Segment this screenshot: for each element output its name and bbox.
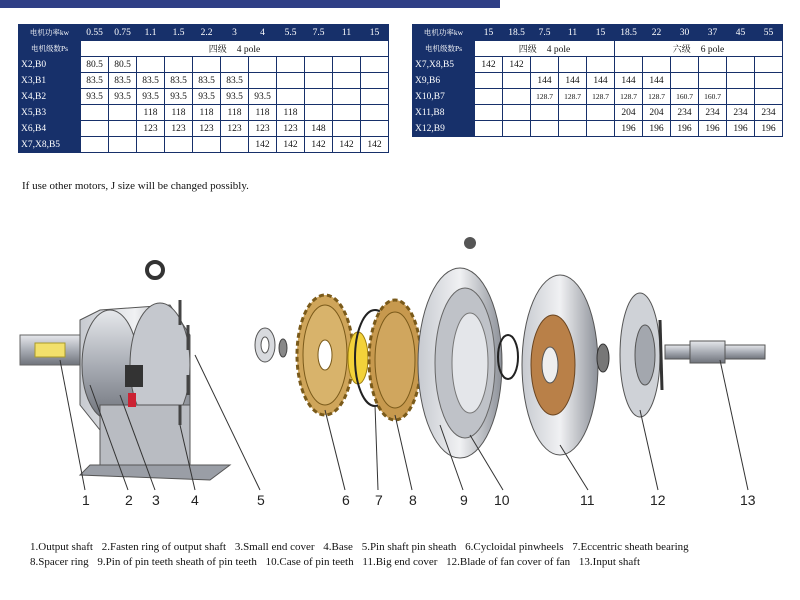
header-power-value: 18.5: [615, 25, 643, 41]
header-power-value: 1.5: [165, 25, 193, 41]
legend-item: 4.Base: [323, 541, 353, 553]
header-pole-label: 电机级数Ps: [413, 41, 475, 57]
table-row: [19, 57, 389, 73]
table-row: [413, 89, 783, 105]
table-row: [413, 73, 783, 89]
table-cell: 83.5: [221, 73, 249, 89]
table-cell: [559, 105, 587, 121]
table-cell: [193, 57, 221, 73]
pole-en-label: 4 pole: [236, 45, 261, 55]
table-cell: [503, 105, 531, 121]
table-cell: 144: [615, 73, 643, 89]
table-row: [413, 121, 783, 137]
table-cell: [81, 105, 109, 121]
table-cell: [503, 89, 531, 105]
table-cell: 128.7: [615, 89, 643, 105]
part-number: 1: [82, 492, 90, 508]
power-spec-table-right: [412, 24, 783, 137]
table-cell: [699, 73, 727, 89]
table-cell: 142: [503, 57, 531, 73]
header-power-value: 45: [727, 25, 755, 41]
table-cell: 83.5: [165, 73, 193, 89]
header-row-pole: [19, 41, 389, 57]
top-banner: [0, 0, 500, 8]
header-power-value: 18.5: [503, 25, 531, 41]
table-cell: 123: [165, 121, 193, 137]
table-cell: [305, 105, 333, 121]
table-cell: 196: [671, 121, 699, 137]
table-cell: [475, 105, 503, 121]
cycloidal-pinwheel-back: [369, 300, 421, 420]
table-cell: [587, 121, 615, 137]
table-cell: 93.5: [193, 89, 221, 105]
part-number: 8: [409, 492, 417, 508]
row-label: X4,B2: [19, 89, 81, 105]
table-cell: 234: [671, 105, 699, 121]
header-power-value: 11: [559, 25, 587, 41]
table-cell: [277, 57, 305, 73]
table-cell: 234: [727, 105, 755, 121]
part-number: 5: [257, 492, 265, 508]
table-cell: [755, 73, 783, 89]
header-row-power: [413, 25, 783, 41]
table-cell: 160.7: [671, 89, 699, 105]
part-number: 4: [191, 492, 199, 508]
table-cell: 83.5: [137, 73, 165, 89]
motor-note: If use other motors, J size will be changed possibly.: [22, 180, 249, 192]
table-cell: [587, 105, 615, 121]
header-power-value: 15: [475, 25, 503, 41]
table-cell: [361, 89, 389, 105]
big-end-cover: [522, 275, 609, 455]
table-cell: 148: [305, 121, 333, 137]
reducer-housing: [20, 262, 230, 480]
part-number: 10: [494, 492, 510, 508]
table-cell: [221, 137, 249, 153]
table-cell: 118: [137, 105, 165, 121]
table-cell: 128.7: [559, 89, 587, 105]
header-pole-label: 电机级数Ps: [19, 41, 81, 57]
row-label: X7,X8,B5: [413, 57, 475, 73]
header-power-label: 电机功率kw: [19, 25, 81, 41]
table-cell: 196: [727, 121, 755, 137]
pole-cn-label: 四级: [208, 45, 227, 55]
right-table-body: [413, 57, 783, 137]
table-cell: 93.5: [109, 89, 137, 105]
row-label: X3,B1: [19, 73, 81, 89]
table-cell: 196: [699, 121, 727, 137]
header-power-value: 37: [699, 25, 727, 41]
table-cell: [221, 57, 249, 73]
table-cell: 144: [559, 73, 587, 89]
table-cell: [671, 73, 699, 89]
part-number: 3: [152, 492, 160, 508]
part-number: 13: [740, 492, 756, 508]
table-row: [19, 137, 389, 153]
legend-item: 12.Blade of fan cover of fan: [446, 556, 571, 568]
table-cell: [643, 57, 671, 73]
header-power-value: 7.5: [305, 25, 333, 41]
table-cell: [755, 89, 783, 105]
table-cell: [137, 137, 165, 153]
header-pole-group-4: [475, 41, 615, 57]
table-row: [19, 121, 389, 137]
table-cell: [333, 121, 361, 137]
legend-item: 8.Spacer ring: [30, 556, 89, 568]
header-power-value: 4: [249, 25, 277, 41]
legend-item: 2.Fasten ring of output shaft: [101, 541, 227, 553]
table-cell: [333, 73, 361, 89]
table-cell: [727, 73, 755, 89]
table-cell: [755, 57, 783, 73]
header-row-pole: [413, 41, 783, 57]
row-label: X10,B7: [413, 89, 475, 105]
table-cell: 128.7: [531, 89, 559, 105]
table-cell: [305, 73, 333, 89]
table-cell: [81, 137, 109, 153]
table-cell: [361, 105, 389, 121]
table-cell: [475, 121, 503, 137]
table-cell: 118: [165, 105, 193, 121]
legend-item: 11.Big end cover: [362, 556, 438, 568]
table-cell: [559, 57, 587, 73]
row-label: X9,B6: [413, 73, 475, 89]
header-power-value: 3: [221, 25, 249, 41]
table-cell: [361, 57, 389, 73]
pole-en-label: 6 pole: [700, 45, 725, 55]
table-cell: 118: [221, 105, 249, 121]
table-cell: [559, 121, 587, 137]
legend-item: 7.Eccentric sheath bearing: [572, 541, 689, 553]
table-cell: 196: [615, 121, 643, 137]
pole-cn-label: 四级: [518, 45, 537, 55]
table-cell: 80.5: [109, 57, 137, 73]
pin-teeth-case: [418, 237, 502, 458]
table-cell: 118: [193, 105, 221, 121]
header-power-value: 0.75: [109, 25, 137, 41]
row-label: X5,B3: [19, 105, 81, 121]
table-cell: 93.5: [221, 89, 249, 105]
table-cell: 142: [475, 57, 503, 73]
table-cell: [305, 57, 333, 73]
header-pole-group-6: [615, 41, 783, 57]
part-number: 12: [650, 492, 666, 508]
table-cell: [193, 137, 221, 153]
row-label: X7,X8,B5: [19, 137, 81, 153]
table-cell: 83.5: [193, 73, 221, 89]
table-row: [19, 105, 389, 121]
table-cell: [361, 73, 389, 89]
table-cell: 142: [277, 137, 305, 153]
table-cell: 144: [587, 73, 615, 89]
table-cell: 123: [137, 121, 165, 137]
table-cell: 93.5: [165, 89, 193, 105]
header-power-value: 7.5: [531, 25, 559, 41]
table-cell: [165, 57, 193, 73]
table-cell: [249, 57, 277, 73]
table-cell: 234: [755, 105, 783, 121]
legend-item: 10.Case of pin teeth: [265, 556, 354, 568]
table-cell: [531, 57, 559, 73]
table-cell: 142: [333, 137, 361, 153]
table-cell: [615, 57, 643, 73]
header-power-value: 2.2: [193, 25, 221, 41]
exploded-view-diagram: [0, 225, 800, 525]
table-cell: 144: [643, 73, 671, 89]
table-cell: 93.5: [137, 89, 165, 105]
legend-item: 9.Pin of pin teeth sheath of pin teeth: [97, 556, 257, 568]
header-power-value: 30: [671, 25, 699, 41]
table-cell: [475, 73, 503, 89]
small-bearing: [255, 328, 287, 362]
header-pole-group: [81, 41, 389, 57]
table-cell: 142: [305, 137, 333, 153]
header-power-value: 15: [361, 25, 389, 41]
table-cell: [699, 57, 727, 73]
table-cell: 160.7: [699, 89, 727, 105]
part-number: 2: [125, 492, 133, 508]
header-power-value: 11: [333, 25, 361, 41]
parts-legend: [30, 540, 790, 570]
table-cell: [137, 57, 165, 73]
header-row-power: [19, 25, 389, 41]
table-cell: 123: [277, 121, 305, 137]
table-cell: [109, 121, 137, 137]
table-cell: 118: [249, 105, 277, 121]
table-cell: [503, 121, 531, 137]
table-cell: 83.5: [109, 73, 137, 89]
legend-item: 1.Output shaft: [30, 541, 93, 553]
table-cell: [727, 57, 755, 73]
table-cell: 204: [615, 105, 643, 121]
table-row: [19, 89, 389, 105]
legend-item: 3.Small end cover: [234, 541, 315, 553]
table-cell: 123: [221, 121, 249, 137]
table-cell: [109, 105, 137, 121]
table-cell: [727, 89, 755, 105]
table-cell: 128.7: [587, 89, 615, 105]
fan-blade: [620, 293, 662, 417]
pole-en-label: 4 pole: [546, 45, 571, 55]
header-power-value: 15: [587, 25, 615, 41]
table-cell: [361, 121, 389, 137]
header-power-value: 1.1: [137, 25, 165, 41]
table-cell: 83.5: [81, 73, 109, 89]
cycloidal-pinwheel-front: [297, 295, 353, 415]
power-spec-table-left: [18, 24, 389, 153]
table-cell: [671, 57, 699, 73]
table-cell: 123: [193, 121, 221, 137]
row-label: X6,B4: [19, 121, 81, 137]
left-table-body: [19, 57, 389, 153]
table-cell: 118: [277, 105, 305, 121]
legend-item: 6.Cycloidal pinwheels: [465, 541, 564, 553]
part-number: 7: [375, 492, 383, 508]
table-cell: 128.7: [643, 89, 671, 105]
pole-cn-label: 六级: [672, 45, 691, 55]
header-power-value: 0.55: [81, 25, 109, 41]
header-power-value: 22: [643, 25, 671, 41]
table-cell: [109, 137, 137, 153]
table-row: [413, 105, 783, 121]
table-cell: [531, 105, 559, 121]
table-cell: 234: [699, 105, 727, 121]
header-power-value: 55: [755, 25, 783, 41]
table-cell: [503, 73, 531, 89]
table-cell: 144: [531, 73, 559, 89]
table-cell: [587, 57, 615, 73]
header-power-value: 5.5: [277, 25, 305, 41]
table-cell: [277, 73, 305, 89]
table-cell: 80.5: [81, 57, 109, 73]
table-cell: [475, 89, 503, 105]
table-cell: [531, 121, 559, 137]
table-cell: [305, 89, 333, 105]
row-label: X2,B0: [19, 57, 81, 73]
table-cell: [165, 137, 193, 153]
input-shaft: [665, 341, 765, 363]
header-power-label: 电机功率kw: [413, 25, 475, 41]
row-label: X12,B9: [413, 121, 475, 137]
table-cell: 142: [361, 137, 389, 153]
part-number: 6: [342, 492, 350, 508]
table-cell: 142: [249, 137, 277, 153]
table-cell: 123: [249, 121, 277, 137]
table-row: [413, 57, 783, 73]
row-label: X11,B8: [413, 105, 475, 121]
table-cell: [249, 73, 277, 89]
part-number: 9: [460, 492, 468, 508]
table-cell: [333, 89, 361, 105]
table-cell: [81, 121, 109, 137]
table-cell: [333, 57, 361, 73]
table-cell: 93.5: [81, 89, 109, 105]
part-number: 11: [580, 492, 595, 508]
table-cell: [277, 89, 305, 105]
legend-item: 13.Input shaft: [578, 556, 641, 568]
table-cell: 93.5: [249, 89, 277, 105]
table-cell: 204: [643, 105, 671, 121]
table-cell: 196: [755, 121, 783, 137]
legend-item: 5.Pin shaft pin sheath: [361, 541, 457, 553]
table-cell: 196: [643, 121, 671, 137]
table-row: [19, 73, 389, 89]
table-cell: [333, 105, 361, 121]
